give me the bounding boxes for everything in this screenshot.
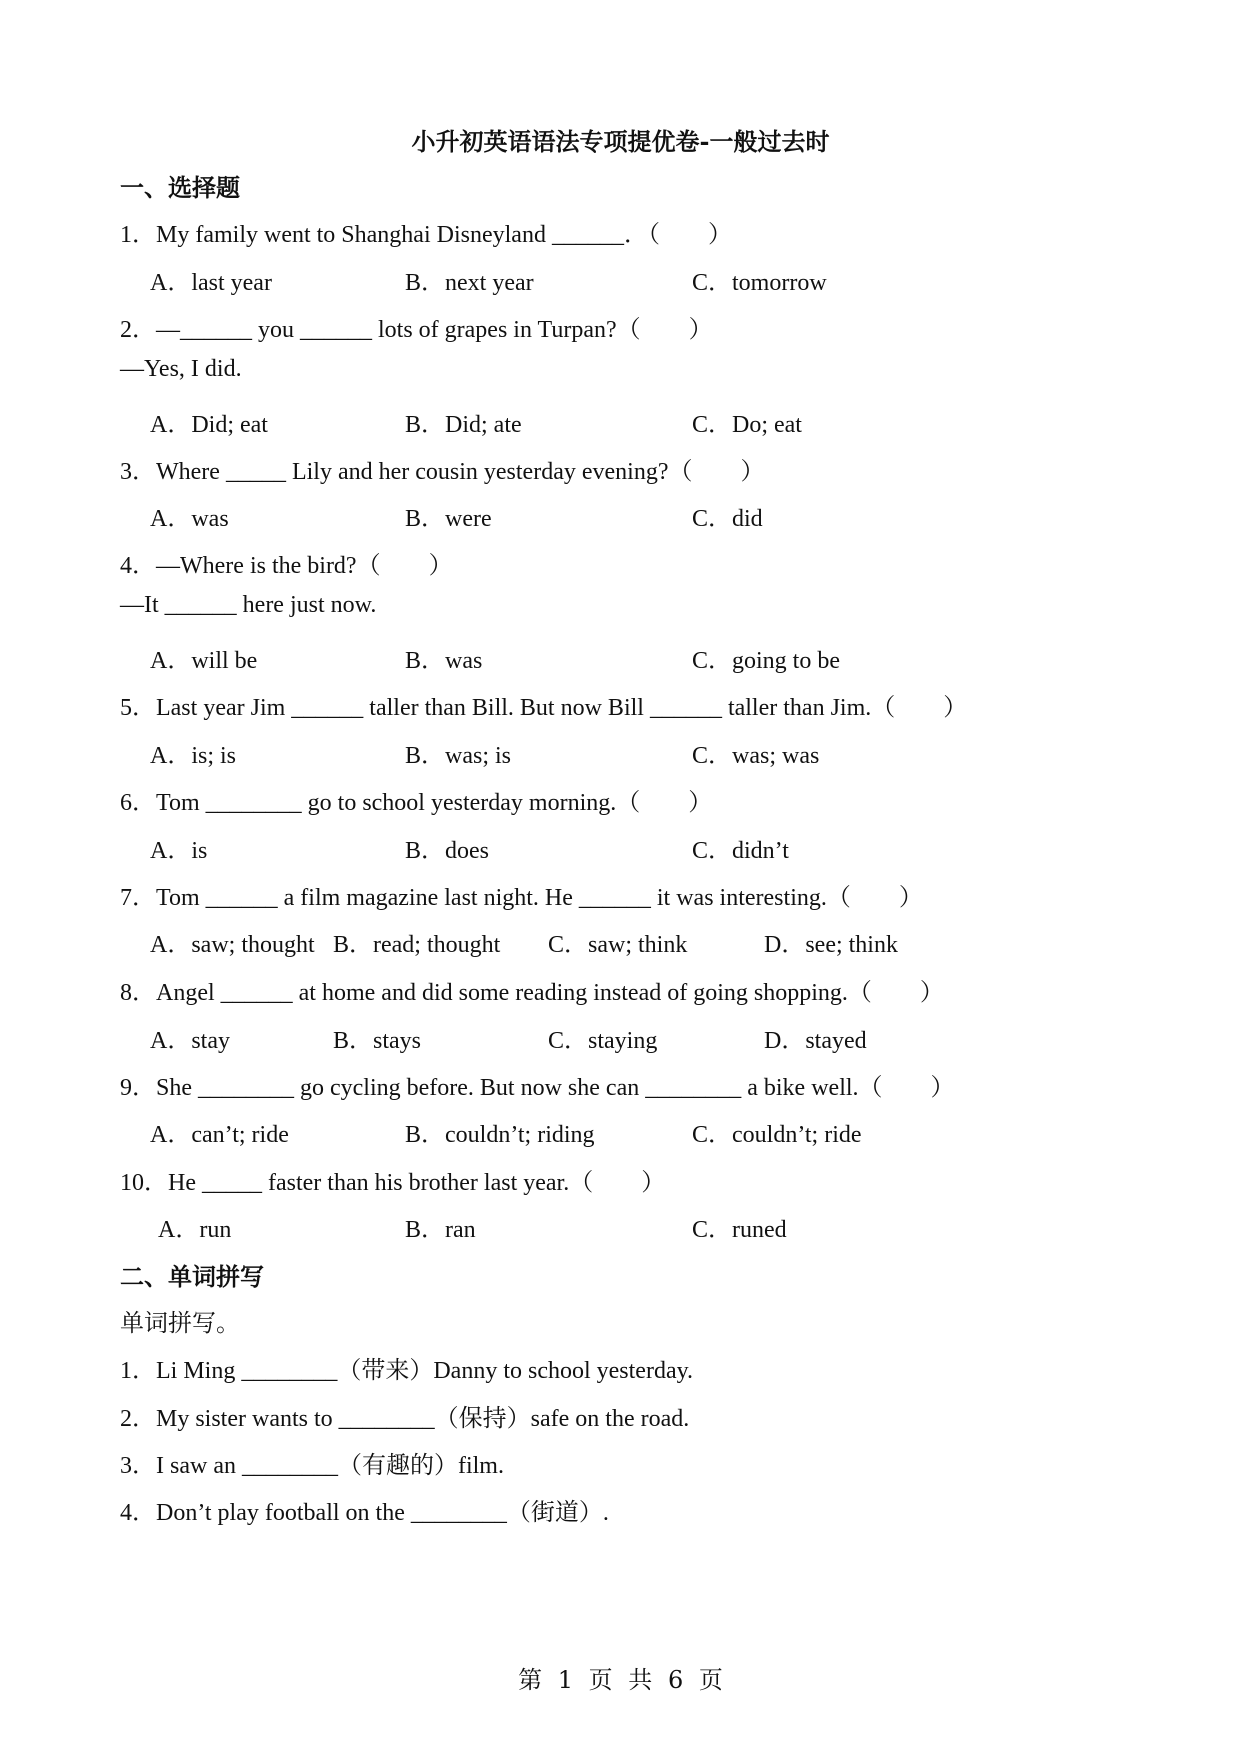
section-heading-spelling: 二、单词拼写: [120, 1262, 264, 1291]
spelling-question: 1．Li Ming ________（带来）Danny to school yesterday.: [120, 1358, 694, 1384]
option-b: B．Did; ate: [405, 412, 522, 438]
question-stem: 7．Tom ______ a film magazine last night. He ______ it was interesting.（ ）: [120, 885, 923, 911]
option-b: B．were: [405, 506, 492, 532]
option-c: C．did: [692, 506, 763, 532]
option-c: C．staying: [548, 1028, 658, 1054]
question-stem: 5．Last year Jim ______ taller than Bill. But now Bill ______ taller than Jim.（ ）: [120, 695, 968, 721]
question-stem: 9．She ________ go cycling before. But now she can ________ a bike well.（ ）: [120, 1075, 955, 1101]
option-a: A．will be: [150, 648, 258, 674]
question-stem: 2．—______ you ______ lots of grapes in Turpan?（ ）: [120, 317, 713, 343]
option-a: A．stay: [150, 1028, 230, 1054]
option-a: A．was: [150, 506, 229, 532]
option-b: B．read; thought: [333, 932, 501, 958]
option-b: B．ran: [405, 1217, 476, 1243]
option-c: C．tomorrow: [692, 270, 827, 296]
question-stem: 4．—Where is the bird?（ ）: [120, 553, 453, 579]
option-c: C．was; was: [692, 743, 820, 769]
section-heading-choice: 一、选择题: [120, 173, 240, 202]
question-answer-line: —It ______ here just now.: [120, 592, 377, 618]
option-a: A．last year: [150, 270, 272, 296]
option-b: B．does: [405, 838, 489, 864]
option-d: D．see; think: [764, 932, 898, 958]
option-d: D．stayed: [764, 1028, 867, 1054]
option-a: A．run: [158, 1217, 232, 1243]
option-b: B．next year: [405, 270, 534, 296]
question-stem: 10．He _____ faster than his brother last year.（ ）: [120, 1170, 666, 1196]
option-a: A．saw; thought: [150, 932, 315, 958]
question-stem: 1．My family went to Shanghai Disneyland ______．（ ）: [120, 222, 732, 248]
spelling-question: 4．Don’t play football on the ________（街道）.: [120, 1500, 609, 1526]
spelling-question: 3．I saw an ________（有趣的）film.: [120, 1453, 504, 1479]
option-b: B．couldn’t; riding: [405, 1122, 595, 1148]
option-c: C．going to be: [692, 648, 840, 674]
option-c: C．didn’t: [692, 838, 789, 864]
option-c: C．Do; eat: [692, 412, 802, 438]
question-answer-line: —Yes, I did.: [120, 356, 242, 382]
question-stem: 8．Angel ______ at home and did some reading instead of going shopping.（ ）: [120, 980, 944, 1006]
page-footer: 第 1 页 共 6 页: [518, 1666, 723, 1694]
option-c: C．runed: [692, 1217, 787, 1243]
question-stem: 3．Where _____ Lily and her cousin yesterday evening?（ ）: [120, 459, 765, 485]
option-a: A．can’t; ride: [150, 1122, 289, 1148]
option-b: B．was; is: [405, 743, 512, 769]
option-b: B．stays: [333, 1028, 422, 1054]
section-intro: 单词拼写。: [120, 1309, 240, 1337]
question-stem: 6．Tom ________ go to school yesterday morning.（ ）: [120, 790, 713, 816]
option-a: A．Did; eat: [150, 412, 268, 438]
page-title: 小升初英语语法专项提优卷-一般过去时: [411, 127, 830, 156]
option-a: A．is; is: [150, 743, 237, 769]
option-c: C．couldn’t; ride: [692, 1122, 862, 1148]
option-c: C．saw; think: [548, 932, 688, 958]
spelling-question: 2．My sister wants to ________（保持）safe on the road.: [120, 1406, 690, 1432]
option-b: B．was: [405, 648, 483, 674]
option-a: A．is: [150, 838, 208, 864]
